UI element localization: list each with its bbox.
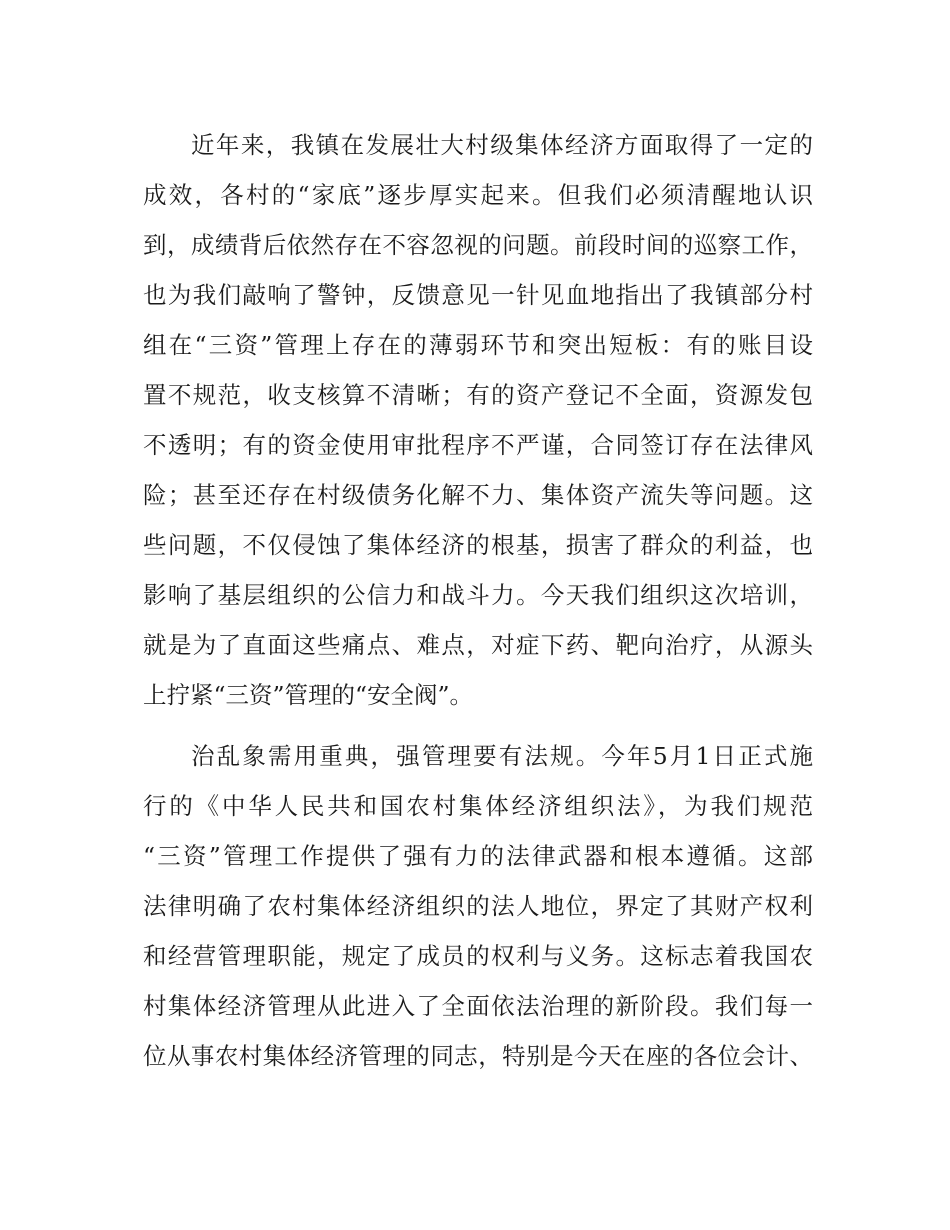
text-line: 村集体经济管理从此进入了全面依法治理的新阶段。我们每一 — [143, 992, 813, 1020]
text-line: 险；甚至还存在村级债务化解不力、集体资产流失等问题。这 — [143, 481, 813, 509]
text-line: 组在“三资”管理上存在的薄弱环节和突出短板：有的账目设 — [143, 331, 813, 359]
text-line: 法律明确了农村集体经济组织的法人地位，界定了其财产权利 — [143, 892, 813, 920]
text-line: 到，成绩背后依然存在不容忽视的问题。前段时间的巡察工作， — [143, 231, 813, 259]
text-line: 位从事农村集体经济管理的同志，特别是今天在座的各位会计、 — [143, 1042, 813, 1070]
text-line: 也为我们敲响了警钟，反馈意见一针见血地指出了我镇部分村 — [143, 281, 813, 309]
text-line: 影响了基层组织的公信力和战斗力。今天我们组织这次培训， — [143, 581, 813, 609]
text-line: 置不规范，收支核算不清晰；有的资产登记不全面，资源发包 — [143, 381, 813, 409]
text-line: 就是为了直面这些痛点、难点，对症下药、靶向治疗，从源头 — [143, 631, 813, 659]
text-line: 成效，各村的“家底”逐步厚实起来。但我们必须清醒地认识 — [143, 181, 813, 209]
text-line: 行的《中华人民共和国农村集体经济组织法》，为我们规范 — [143, 792, 813, 820]
text-line: 不透明；有的资金使用审批程序不严谨，合同签订存在法律风 — [143, 431, 813, 459]
text-line: 和经营管理职能，规定了成员的权利与义务。这标志着我国农 — [143, 942, 813, 970]
text-line: 些问题，不仅侵蚀了集体经济的根基，损害了群众的利益，也 — [143, 531, 813, 559]
text-line: 近年来，我镇在发展壮大村级集体经济方面取得了一定的 — [191, 131, 813, 159]
text-line: 治乱象需用重典，强管理要有法规。今年5月1日正式施 — [191, 742, 813, 770]
text-line: 上拧紧“三资”管理的“安全阀”。 — [143, 681, 474, 709]
text-line: “三资”管理工作提供了强有力的法律武器和根本遵循。这部 — [143, 842, 813, 870]
